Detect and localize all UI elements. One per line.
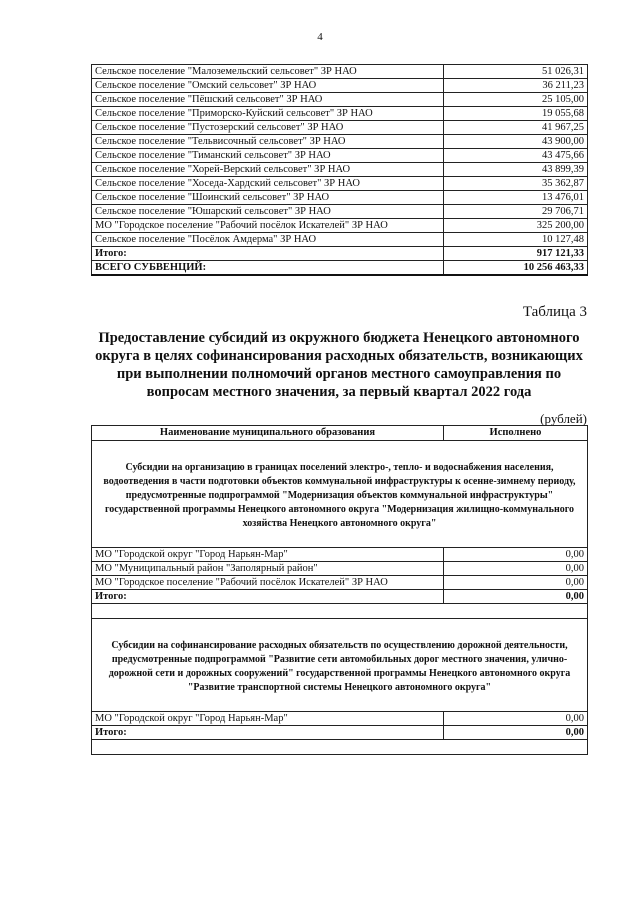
row-value: 0,00: [444, 548, 588, 562]
row-value: 36 211,23: [444, 79, 588, 93]
row-name: МО "Городское поселение "Рабочий посёлок Искателей" ЗР НАО: [92, 219, 444, 233]
row-name: Сельское поселение "Юшарский сельсовет" ЗР НАО: [92, 205, 444, 219]
table-row: [92, 177, 588, 191]
row-value: 29 706,71: [444, 205, 588, 219]
row-value: 35 362,87: [444, 177, 588, 191]
row-value: 13 476,01: [444, 191, 588, 205]
row-value: 41 967,25: [444, 121, 588, 135]
total-row: [92, 590, 588, 604]
section-title: Субсидии на софинансирование расходных обязательств по осуществлению дорожной деятельности, предусмотренные подпрограммой "Развитие сети автомобильных дорог местного значения, улично-дорожной сети и дорожных сооружений" государственной программы Ненецкого автономного округа "Развитие транспортной системы Ненецкого автономного округа": [92, 619, 588, 712]
row-name: Сельское поселение "Пустозерский сельсовет" ЗР НАО: [92, 121, 444, 135]
row-name: Сельское поселение "Приморско-Куйский сельсовет" ЗР НАО: [92, 107, 444, 121]
header-row: [92, 426, 588, 441]
table-row: [92, 548, 588, 562]
section-row: [92, 619, 588, 712]
row-value: 0,00: [444, 576, 588, 590]
row-name: Сельское поселение "Малоземельский сельсовет" ЗР НАО: [92, 65, 444, 79]
table-row: [92, 712, 588, 726]
table-row: [92, 576, 588, 590]
row-value: 19 055,68: [444, 107, 588, 121]
subventions-table: [91, 64, 588, 276]
table-caption: Таблица 3: [522, 304, 587, 320]
spacer-cell: [92, 740, 588, 755]
title-line: при выполнении полномочий органов местного самоуправления по: [116, 366, 562, 382]
table-row: [92, 135, 588, 149]
total-label: Итого:: [92, 590, 444, 604]
row-name: Сельское поселение "Тельвисочный сельсовет" ЗР НАО: [92, 135, 444, 149]
table-row: [92, 562, 588, 576]
spacer-cell: [92, 604, 588, 619]
page-number: 4: [317, 31, 323, 43]
table-row: [92, 79, 588, 93]
row-name: Сельское поселение "Хорей-Верский сельсовет" ЗР НАО: [92, 163, 444, 177]
table-row: [92, 205, 588, 219]
units-label: (рублей): [540, 411, 587, 426]
row-value: 10 127,48: [444, 233, 588, 247]
table-row: [92, 163, 588, 177]
row-value: 43 899,39: [444, 163, 588, 177]
section-title: Субсидии на организацию в границах поселений электро-, тепло- и водоснабжения населения, водоотведения в части подготовки объектов коммунальной инфраструктуры к осенне-зимнему периоду, предусмотренные подпрограммой "Модернизация объектов коммунальной инфраструктуры" государственной программы Ненецкого автономного округа "Модернизация жилищно-коммунального хозяйства Ненецкого автономного округа": [92, 441, 588, 548]
row-name: МО "Городское поселение "Рабочий посёлок Искателей" ЗР НАО: [92, 576, 444, 590]
row-value: 43 475,66: [444, 149, 588, 163]
row-name: Сельское поселение "Посёлок Амдерма" ЗР НАО: [92, 233, 444, 247]
table-row: [92, 219, 588, 233]
table-row: [92, 65, 588, 79]
row-value: 0,00: [444, 712, 588, 726]
total-value: 0,00: [444, 590, 588, 604]
table-row: [92, 233, 588, 247]
title-line: Предоставление субсидий из окружного бюджета Ненецкого автономного: [98, 330, 580, 346]
title-line: вопросам местного значения, за первый квартал 2022 года: [146, 384, 532, 400]
row-name: Сельское поселение "Пёшский сельсовет" ЗР НАО: [92, 93, 444, 107]
spacer-row: [92, 604, 588, 619]
document-section-title: [91, 329, 587, 401]
total-value: 917 121,33: [444, 247, 588, 261]
total-row: [92, 247, 588, 261]
header-name: Наименование муниципального образования: [92, 426, 444, 441]
row-name: МО "Муниципальный район "Заполярный район": [92, 562, 444, 576]
row-name: МО "Городской округ "Город Нарьян-Мар": [92, 712, 444, 726]
table-row: [92, 121, 588, 135]
grand-total-row: [92, 261, 588, 276]
row-value: 0,00: [444, 562, 588, 576]
table-row: [92, 107, 588, 121]
row-value: 25 105,00: [444, 93, 588, 107]
table-row: [92, 149, 588, 163]
total-label: Итого:: [92, 726, 444, 740]
table-row: [92, 93, 588, 107]
total-value: 0,00: [444, 726, 588, 740]
spacer-row: [92, 740, 588, 755]
row-value: 51 026,31: [444, 65, 588, 79]
title-line: округа в целях софинансирования расходных обязательств, возникающих: [95, 348, 583, 364]
grand-total-value: 10 256 463,33: [444, 261, 588, 276]
total-label: Итого:: [92, 247, 444, 261]
row-value: 325 200,00: [444, 219, 588, 233]
grand-total-label: ВСЕГО СУБВЕНЦИЙ:: [92, 261, 444, 276]
row-name: Сельское поселение "Омский сельсовет" ЗР НАО: [92, 79, 444, 93]
total-row: [92, 726, 588, 740]
table-row: [92, 191, 588, 205]
row-name: Сельское поселение "Тиманский сельсовет" ЗР НАО: [92, 149, 444, 163]
row-value: 43 900,00: [444, 135, 588, 149]
row-name: МО "Городской округ "Город Нарьян-Мар": [92, 548, 444, 562]
header-value: Исполнено: [444, 426, 588, 441]
subsidies-table: [91, 425, 588, 755]
section-row: [92, 441, 588, 548]
row-name: Сельское поселение "Шоинский сельсовет" ЗР НАО: [92, 191, 444, 205]
row-name: Сельское поселение "Хоседа-Хардский сельсовет" ЗР НАО: [92, 177, 444, 191]
